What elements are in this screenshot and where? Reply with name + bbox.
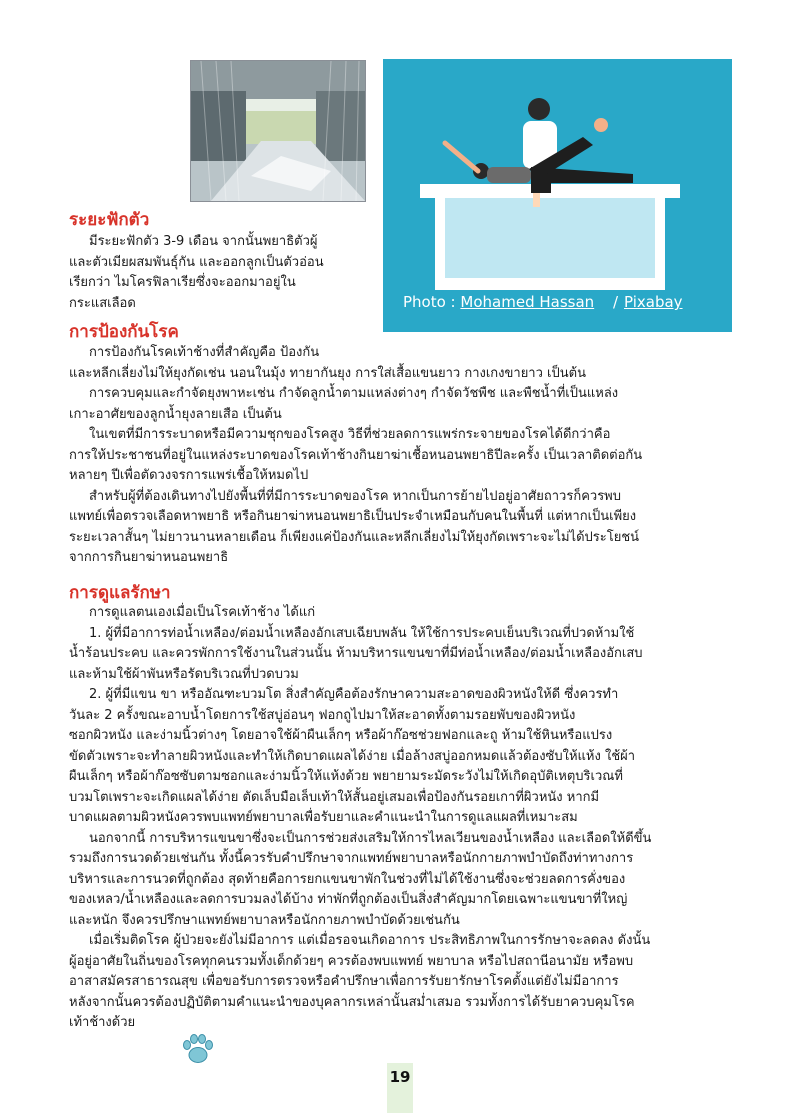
text-line: 1. ผู้ที่มีอาการท่อน้ำเหลือง/ต่อมน้ำเหลืองอักเสบเฉียบพลัน ให้ใช้การประคบเย็นบริเวณที่ปวดห้ามใช้	[89, 625, 635, 641]
text-line: การควบคุมและกำจัดยุงพาหะเช่น กำจัดลูกน้ำตามแหล่งต่างๆ กำจัดวัชพืช และพืชน้ำที่เป็นแหล่ง	[89, 386, 619, 401]
heading-prevention: การป้องกันโรค	[69, 322, 179, 342]
mosquito-net-photo	[190, 60, 366, 202]
text-line: บริหารและการนวดที่ถูกต้อง สุดท้ายคือการยกแขนขาพักในช่วงที่ไม่ได้ใช้งานซึ่งจะช่วยลดการคั่งของ	[69, 871, 626, 887]
text-line: ซอกผิวหนัง และง่ามนิ้วต่างๆ โดยอาจใช้ผ้าผืนเล็กๆ หรือผ้าก๊อซช่วยฟอกและถู ห้ามใช้หินหรือแปรง	[69, 728, 613, 743]
credit-separator: /	[612, 293, 618, 311]
photo-credit	[403, 293, 683, 311]
text-line: สำหรับผู้ที่ต้องเดินทางไปยังพื้นที่ที่มีการระบาดของโรค หากเป็นการย้ายไปอยู่อาศัยถาวรก็ควรพบ	[89, 488, 622, 504]
text-line: หลังจากนั้นควรต้องปฏิบัติตามคำแนะนำของบุคลากรเหล่านั้นสม่ำเสมอ รวมทั้งการได้รับยาควบคุมโรค	[69, 994, 635, 1010]
text-line: ผู้อยู่อาศัยในถิ่นของโรคทุกคนรวมทั้งเด็กด้วยๆ ควรต้องพบแพทย์ พยาบาล หรือไปสถานีอนามัย หรือพบ	[69, 953, 634, 969]
text-line: 2. ผู้ที่มีแขน ขา หรืออัณฑะบวมโต สิ่งสำคัญคือต้องรักษาความสะอาดของผิวหนังให้ดี ซึ่งควรทำ	[89, 687, 619, 702]
text-line: เมื่อเริ่มติดโรค ผู้ป่วยจะยังไม่มีอาการ แต่เมื่อรอจนเกิดอาการ ประสิทธิภาพในการรักษาจะลดลง ดังนั้น	[89, 933, 651, 948]
incubation-text	[69, 232, 324, 314]
text-line: นอกจากนี้ การบริหารแขนขาซึ่งจะเป็นการช่วยส่งเสริมให้การไหลเวียนของน้ำเหลือง และเลือดให้ดีขึ้น	[89, 830, 652, 846]
text-line: เกาะอาศัยของลูกน้ำยุงลายเสือ เป็นต้น	[69, 406, 282, 422]
text-line: และหลีกเลี่ยงไม่ให้ยุงกัดเช่น นอนในมุ้ง ทายากันยุง การใส่เสื้อแขนยาว กางเกงขายาว เป็นต้น	[69, 365, 586, 381]
physiotherapy-illustration	[383, 59, 732, 332]
page-number: 19	[389, 1068, 411, 1086]
credit-prefix: Photo :	[403, 293, 456, 311]
text-line: มีระยะฟักตัว 3-9 เดือน จากนั้นพยาธิตัวผู้	[89, 234, 318, 249]
text-line: แพทย์เพื่อตรวจเลือดหาพยาธิ หรือกินยาฆ่าหนอนพยาธิเป็นประจำเหมือนกับคนในพื้นที่ แต่หากเป็นเพียง	[69, 509, 637, 524]
text-line: การดูแลตนเองเมื่อเป็นโรคเท้าช้าง ได้แก่	[89, 605, 316, 620]
text-line: รวมถึงการนวดด้วยเช่นกัน ทั้งนี้ควรรับคำปรึกษาจากแพทย์พยาบาลหรือนักกายภาพบำบัดถึงท่าทางการ	[69, 851, 634, 866]
text-line: ในเขตที่มีการระบาดหรือมีความชุกของโรคสูง วิธีที่ช่วยลดการแพร่กระจายของโรคได้ดีกว่าคือ	[89, 427, 611, 442]
heading-selfcare: การดูแลรักษา	[69, 583, 171, 603]
text-line: การป้องกันโรคเท้าช้างที่สำคัญคือ ป้องกัน	[89, 345, 320, 360]
text-line: ผืนเล็กๆ หรือผ้าก๊อซซับตามซอกและง่ามนิ้วให้แห้งด้วย พยายามระมัดระวังไม่ให้เกิดอุบัติเหตุบริเวณที่	[69, 769, 623, 784]
text-line: การให้ประชาชนที่อยู่ในแหล่งระบาดของโรคเท้าช้างกินยาฆ่าเชื้อหนอนพยาธิปีละครั้ง เป็นเวลาติดต่อกัน	[69, 447, 643, 463]
credit-source-link[interactable]: Pixabay	[624, 293, 683, 311]
text-line: เท้าช้างด้วย	[69, 1015, 136, 1030]
text-line: บวมโตเพราะจะเกิดแผลได้ง่าย ตัดเล็บมือเล็บเท้าให้สั้นอยู่เสมอเพื่อป้องกันรอยเกาที่ผิวหนัง หากมี	[69, 789, 600, 805]
text-line: และตัวเมียผสมพันธุ์กัน และออกลูกเป็นตัวอ่อน	[69, 254, 324, 270]
text-line: วันละ 2 ครั้งขณะอาบน้ำโดยการใช้สบู่อ่อนๆ ฟอกถูไปมาให้สะอาดทั้งตามรอยพับของผิวหนัง	[69, 707, 576, 723]
text-line: บาดแผลตามผิวหนังควรพบแพทย์พยาบาลเพื่อรับยาและคำแนะนำในการดูแลแผลที่เหมาะสม	[69, 810, 578, 825]
paw-print-icon	[180, 1031, 216, 1067]
text-line: น้ำร้อนประคบ และควรพักการใช้งานในส่วนนั้น ห้ามบริหารแขนขาที่มีท่อน้ำเหลือง/ต่อมน้ำเหลืองอักเสบ	[69, 646, 643, 661]
text-line: ของเหลว/น้ำเหลืองและลดการบวมลงได้บ้าง ท่าพักที่ถูกต้องเป็นสิ่งสำคัญมากโดยเฉพาะแขนขาที่ใหญ่	[69, 892, 628, 907]
text-line: จากการกินยาฆ่าหนอนพยาธิ	[69, 550, 229, 565]
credit-author-link[interactable]: Mohamed Hassan	[460, 293, 595, 311]
text-line: หลายๆ ปีเพื่อตัดวงจรการแพร่เชื้อให้หมดไป	[69, 468, 309, 483]
prevention-text	[69, 343, 642, 569]
text-line: และห้ามใช้ผ้าพันหรือรัดบริเวณที่ปวดบวม	[69, 666, 299, 682]
text-line: ระยะเวลาสั้นๆ ไม่ยาวนานหลายเดือน ก็เพียงแค่ป้องกันและหลีกเลี่ยงไม่ให้ยุงกัดเพราะจะไม่ได้ประโยชน์	[69, 529, 640, 545]
text-line: กระแสเลือด	[69, 295, 136, 311]
selfcare-text	[69, 603, 651, 1034]
text-line: ขัดตัวเพราะจะทำลายผิวหนังและทำให้เกิดบาดแผลได้ง่าย เมื่อล้างสบู่ออกหมดแล้วต้องซับให้แห้ง ใช้ผ้า	[69, 748, 636, 764]
text-line: และหนัก จึงควรปรึกษาแพทย์พยาบาลหรือนักกายภาพบำบัดด้วยเช่นกัน	[69, 912, 460, 928]
text-line: อาสาสมัครสาธารณสุข เพื่อขอรับการตรวจหรือคำปรึกษาเพื่อการรับยารักษาโรคตั้งแต่ยังไม่มีอาการ	[69, 974, 619, 989]
heading-incubation: ระยะฟักตัว	[69, 210, 150, 230]
text-line: เรียกว่า ไมโครฟิลาเรียซึ่งจะออกมาอยู่ใน	[69, 275, 296, 290]
